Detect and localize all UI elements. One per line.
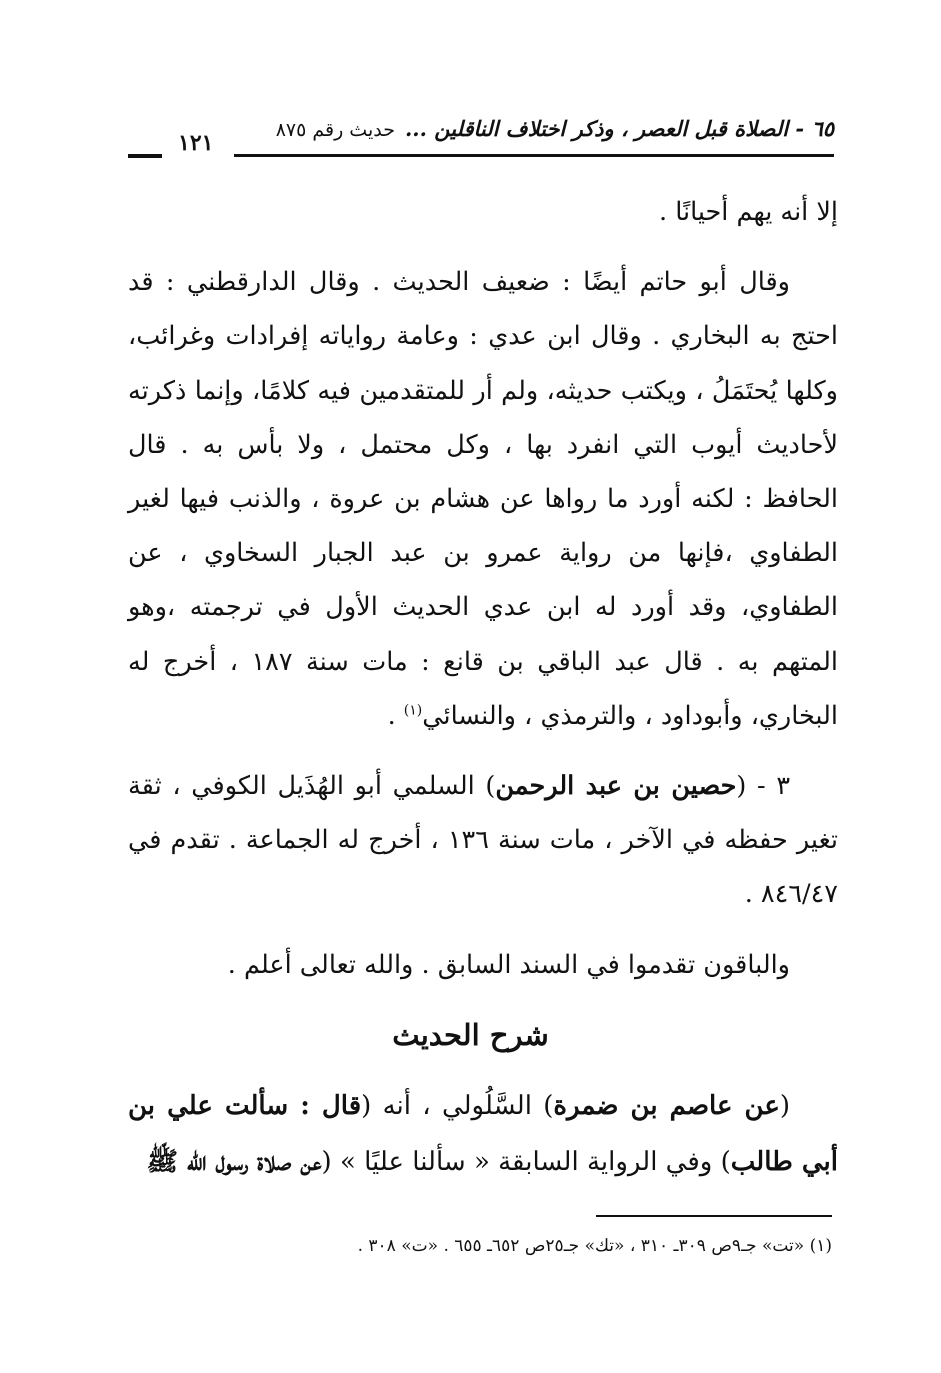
narrator-close: ) — [485, 771, 496, 802]
chapter-title-text: ٦٥ - الصلاة قبل العصر ، وذكر اختلاف الناقلين ... — [404, 116, 834, 141]
header-rule — [234, 154, 834, 157]
commentary-bold-1: عن عاصم بن ضمرة — [553, 1091, 780, 1121]
paragraph-gap — [128, 239, 838, 255]
commentary-text-1: ) السَّلُولي ، أنه ( — [361, 1091, 554, 1121]
page-number-dash — [128, 154, 162, 158]
footnote-separator — [596, 1215, 832, 1217]
commentary-text-2: ) وفي الرواية السابقة « سألنا عليًا » ( — [321, 1147, 731, 1177]
paragraph-1: إلا أنه يهم أحيانًا . — [658, 197, 838, 227]
commentary-bold-3: عن صلاة رسول الله ﷺ — [146, 1147, 322, 1177]
narrator-name: حصين بن عبد الرحمن — [495, 771, 737, 802]
main-text — [128, 185, 838, 992]
section-heading: شرح الحديث — [392, 1018, 549, 1052]
running-header — [128, 116, 834, 166]
paragraph-gap — [128, 743, 838, 759]
paragraph-4: والباقون تقدموا في السند السابق . والله تعالى أعلم . — [227, 949, 790, 980]
commentary-text — [128, 1078, 838, 1190]
commentary-paragraph — [128, 1078, 838, 1190]
paragraph-2 — [128, 255, 838, 743]
paragraph-2-text: وقال أبو حاتم أيضًا : ضعيف الحديث . وقال الدارقطني : قد احتج به البخاري . وقال ابن عدي : وعامة رواياته إفرادات وغرائب، وكلها يُحتَمَلُ ، ويكتب حديثه، ولم أر للمتقدمين فيه كلامًا، وإنما ذكرته لأحاديث أيوب التي انفرد بها ، وكل محتمل ، ولا بأس به . قال الحافظ : لكنه أورد ما رواها عن هشام بن عروة ، والذنب فيها لغير الطفاوي ،فإنها من رواية عمرو بن عبد الجبار السخاوي ، عن الطفاوي، وقد أورد له ابن عدي الحديث الأول في ترجمته ،وهو المتهم به . قال عبد الباقي بن قانع : مات سنة ١٨٧ ، أخرج له البخاري، وأبوداود ، والترمذي ، والنسائي — [128, 267, 838, 731]
paragraph-gap — [128, 922, 838, 938]
chapter-title — [276, 116, 834, 141]
narrator-description: السلمي أبو الهُذَيل الكوفي ، ثقة تغير حفظه في الآخر ، مات سنة ١٣٦ ، أخرج له الجماعة . تقدم في ٨٤٦/٤٧ . — [128, 771, 838, 910]
page-number: ١٢١ — [178, 130, 214, 156]
commentary-bold-2: قال : سألت علي بن أبي طالب — [128, 1091, 838, 1177]
footnote: (١) «تت» جـ٩ص ٣٠٩ـ ٣١٠ ، «تك» جـ٢٥ص ٦٥٢ـ ٦٥٥ . «ت» ٣٠٨ . — [357, 1236, 832, 1256]
paragraph-3 — [128, 759, 838, 922]
narrator-number: ٣ - ( — [736, 771, 791, 802]
commentary-open: ( — [779, 1091, 790, 1121]
hadith-reference: حديث رقم ٨٧٥ — [275, 119, 395, 141]
paragraph-2-end: . — [387, 700, 404, 731]
footnote-marker[interactable]: (١) — [403, 702, 423, 719]
